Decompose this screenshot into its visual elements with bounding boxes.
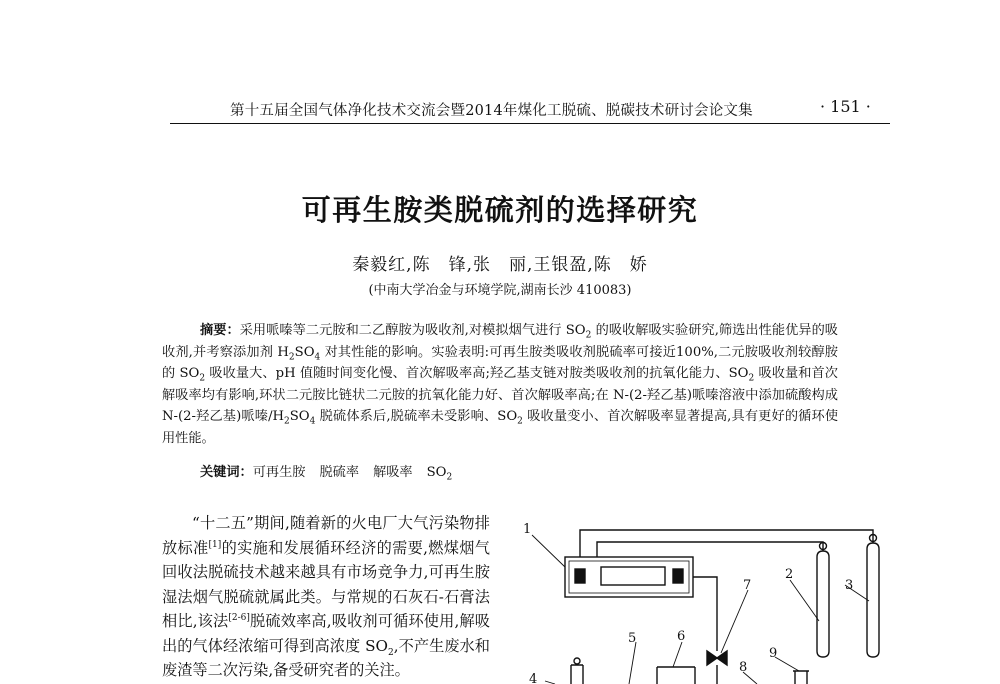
abstract-label: 摘要： — [200, 323, 240, 338]
figure-label-8: 8 — [739, 660, 748, 675]
subscript: 2 — [387, 647, 394, 658]
abstract-text: 采用哌嗪等二元胺和二乙醇胺为吸收剂,对模拟烟气进行 SO — [239, 323, 586, 338]
subscript: 4 — [309, 416, 316, 427]
vessel-6 — [657, 667, 695, 684]
running-header: 第十五届全国气体净化技术交流会暨2014年煤化工脱硫、脱碳技术研讨会论文集 — [230, 103, 753, 119]
figure-label-6: 6 — [677, 629, 686, 644]
keywords — [200, 461, 453, 483]
author-list: 秦毅红,陈 锋,张 丽,王银盈,陈 娇 — [352, 255, 648, 275]
figure-label-1: 1 — [523, 522, 532, 537]
figure-label-7: 7 — [743, 578, 752, 593]
subscript: 2 — [199, 373, 206, 384]
body-text: 脱硫效率高,吸收剂可循环使用,解吸出的气体经浓缩可得到高浓度 SO — [162, 612, 490, 655]
subscript: 2 — [517, 416, 523, 427]
page-number: · 151 · — [820, 97, 871, 116]
subscript: 2 — [284, 416, 290, 427]
abstract-text: 的吸收解吸实验研究,筛选出性能优异的吸收剂,并考察添加剂 H — [162, 323, 838, 360]
subscript: 2 — [446, 472, 453, 483]
introduction-paragraph — [162, 511, 490, 683]
subscript: 2 — [288, 352, 295, 363]
body-text: ,不产生废水和废渣等二次污染,备受研究者的关注。 — [162, 636, 490, 679]
gas-cylinder-2 — [817, 543, 829, 658]
valve — [707, 651, 727, 665]
header-rule — [170, 123, 890, 124]
abstract-text: 吸收量大、pH 值随时间变化慢、首次解吸率高;羟乙基支链对胺类吸收剂的抗氧化能力、SO — [205, 366, 749, 381]
bottle-9 — [793, 671, 809, 684]
apparatus-figure — [505, 505, 885, 684]
subscript: 2 — [748, 373, 755, 384]
subscript: 4 — [314, 352, 321, 363]
keyword: 解吸率 — [373, 465, 413, 480]
figure-label-4: 4 — [529, 672, 538, 684]
abstract — [162, 320, 838, 449]
body-text: “十二五”期间,随着新的火电厂大气污染物排放标准 — [162, 514, 490, 557]
citation: [2-6] — [228, 612, 250, 623]
abstract-text: 对其性能的影响。实验表明:可再生胺类吸收剂脱硫率可接近100%,二元胺吸收剂较醇胺的 SO — [162, 344, 838, 381]
abstract-text: 吸收量和首次解吸率均有影响,环状二元胺比链状二元胺的抗氧化能力好、首次解吸率高;在 N-(2-羟乙基)哌嗪溶液中添加硫酸构成 N-(2-羟乙基)哌嗪/H — [162, 366, 838, 424]
abstract-text: 吸收量变小、首次解吸率显著提高,具有更好的循环使用性能。 — [162, 409, 839, 446]
figure-label-2: 2 — [785, 567, 794, 582]
keywords-label: 关键词： — [200, 465, 253, 480]
figure-label-9: 9 — [769, 646, 778, 661]
citation: [1] — [208, 539, 222, 550]
figure-label-3: 3 — [845, 578, 854, 593]
keyword: 脱硫率 — [319, 465, 360, 480]
gas-cylinder-3 — [867, 535, 879, 658]
abstract-text: SO — [294, 344, 315, 360]
analyzer-instrument — [565, 557, 693, 597]
body-text: 的实施和发展循环经济的需要,燃煤烟气回收法脱硫技术越来越具有市场竞争力,可再生胺湿法烟气脱硫就属此类。与常规的石灰石-石膏法相比,该法 — [162, 538, 490, 630]
figure-label-5: 5 — [628, 631, 637, 646]
subscript: 2 — [585, 330, 592, 341]
affiliation: (中南大学冶金与环境学院,湖南长沙 410083) — [368, 283, 632, 298]
keyword: 可再生胺 — [252, 465, 306, 480]
abstract-text: SO — [289, 409, 310, 424]
abstract-text: 脱硫体系后,脱硫率未受影响、SO — [315, 409, 518, 424]
flask-4 — [571, 658, 583, 684]
keyword: SO — [426, 465, 447, 480]
paper-title: 可再生胺类脱硫剂的选择研究 — [301, 193, 699, 227]
